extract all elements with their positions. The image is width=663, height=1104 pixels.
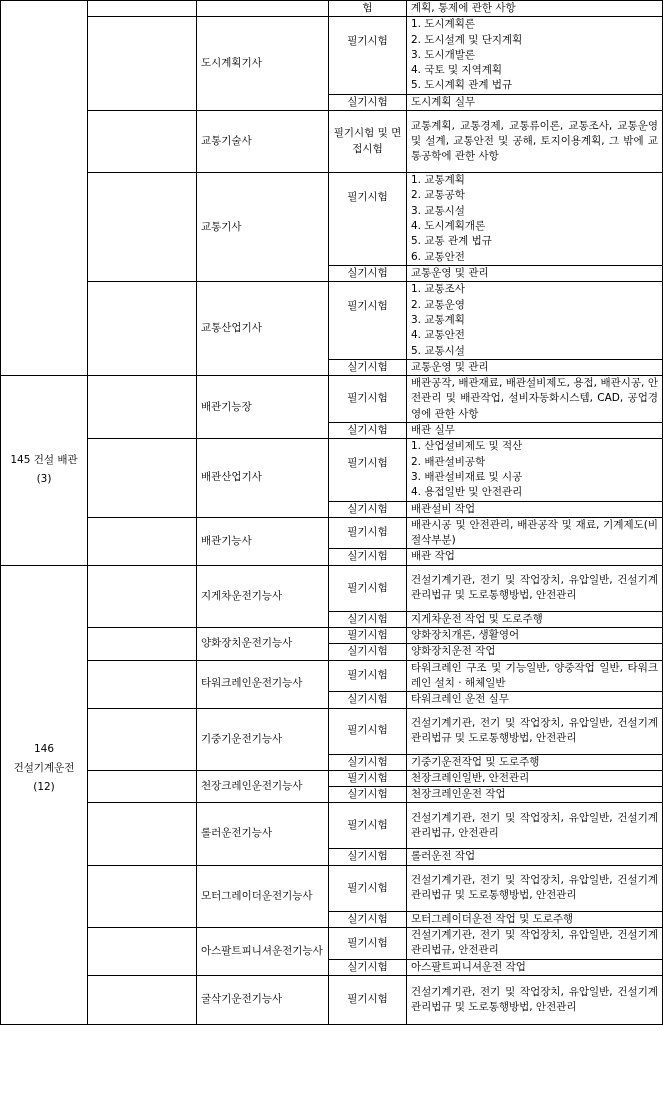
exam-type: 필기시험 (329, 376, 407, 423)
exam-type: 필기시험 (329, 517, 407, 549)
exam-subjects: 롤러운전 작업 (407, 849, 663, 865)
exam-type: 실기시험 (329, 501, 407, 517)
empty-cell (88, 1, 197, 17)
subject-line: 1. 산업설비제도 및 적산 (411, 440, 523, 453)
exam-subjects: 교통계획, 교통경제, 교통류이론, 교통조사, 교통운영 및 설계, 교통안전 및 공해, 토지이용계획, 그 밖에 교통공학에 관한 사항 (407, 111, 663, 173)
exam-subjects: 교통운영 및 관리 (407, 266, 663, 282)
exam-subjects: 배관 작업 (407, 549, 663, 565)
table-row (1, 282, 663, 359)
qualification-name: 기중기운전기능사 (197, 708, 329, 770)
subject-line: 3. 도시개발론 (411, 48, 476, 61)
category-cell: 146 건설기계운전 (12) (1, 565, 88, 1024)
empty-cell (88, 376, 197, 439)
table-row (1, 803, 663, 849)
qualification-name: 아스팔트피니셔운전기능사 (197, 927, 329, 975)
subject-line: 5. 도시계획 관계 법규 (411, 79, 513, 92)
empty-cell (88, 865, 197, 927)
exam-subjects (407, 17, 663, 94)
exam-subjects: 배관공작, 배관재료, 배관설비제도, 용접, 배관시공, 안전관리 및 배관작업, 설비자동화시스템, CAD, 공업경영에 관한 사항 (407, 376, 663, 423)
exam-type: 실기시험 (329, 423, 407, 439)
exam-subjects: 건설기계기관, 전기 및 작업장치, 유압일반, 건설기계관리법규 및 도로통행방법, 안전관리 (407, 975, 663, 1024)
subject-line: 2. 도시설계 및 단지계획 (411, 33, 523, 46)
exam-type: 필기시험 (329, 770, 407, 786)
exam-subjects: 타워크레인 구조 및 기능일반, 양중작업 일반, 타워크레인 설치 · 해체일반 (407, 660, 663, 692)
exam-type: 필기시험 및 면접시험 (329, 111, 407, 173)
empty-cell (88, 660, 197, 708)
qualification-name: 교통기사 (197, 173, 329, 282)
category-cell (1, 1, 88, 376)
exam-type: 실기시험 (329, 549, 407, 565)
exam-type: 필기시험 (329, 865, 407, 911)
exam-subjects: 건설기계기관, 전기 및 작업장치, 유압일반, 건설기계관리법규 및 도로통행방법, 안전관리 (407, 565, 663, 611)
empty-cell (88, 770, 197, 803)
empty-cell (88, 173, 197, 282)
exam-subjects: 모터그레이더운전 작업 및 도로주행 (407, 911, 663, 927)
exam-subjects: 배관설비 작업 (407, 501, 663, 517)
exam-type: 실기시험 (329, 959, 407, 975)
table-row (1, 517, 663, 549)
qualification-name: 타워크레인운전기능사 (197, 660, 329, 708)
empty-cell (88, 111, 197, 173)
table-row (1, 376, 663, 423)
exam-type: 실기시험 (329, 611, 407, 627)
subject-line: 4. 도시계획개론 (411, 220, 486, 233)
exam-type: 실기시험 (329, 754, 407, 770)
table-row (1, 565, 663, 611)
qualification-name: 천장크레인운전기능사 (197, 770, 329, 803)
exam-type: 필기시험 (329, 439, 407, 501)
empty-cell (88, 17, 197, 111)
exam-type: 필기시험 (329, 628, 407, 644)
qualification-name: 양화장치운전기능사 (197, 628, 329, 661)
subject-line: 4. 국토 및 지역계획 (411, 64, 503, 77)
exam-subjects: 도시계획 실무 (407, 94, 663, 110)
exam-type: 필기시험 (329, 660, 407, 692)
exam-type: 실기시험 (329, 94, 407, 110)
exam-subjects: 천장크레인운전 작업 (407, 787, 663, 803)
table-row (1, 17, 663, 94)
exam-subjects: 천장크레인일반, 안전관리 (407, 770, 663, 786)
table-row (1, 708, 663, 754)
exam-subjects: 기중기운전작업 및 도로주행 (407, 754, 663, 770)
exam-subjects: 타워크레인 운전 실무 (407, 692, 663, 708)
subject-line: 1. 교통계획 (411, 174, 465, 187)
table-row (1, 173, 663, 266)
table-row (1, 865, 663, 911)
qualification-name (197, 1, 329, 17)
exam-type: 실기시험 (329, 644, 407, 660)
exam-type: 필기시험 (329, 282, 407, 359)
exam-subjects (407, 439, 663, 501)
table-row (1, 1, 663, 17)
exam-type: 필기시험 (329, 565, 407, 611)
subject-line: 2. 배관설비공학 (411, 455, 486, 468)
qualification-name: 교통산업기사 (197, 282, 329, 376)
subject-line: 1. 교통조사 (411, 283, 465, 296)
exam-type: 필기시험 (329, 927, 407, 959)
empty-cell (88, 282, 197, 376)
exam-subjects: 양화장치개론, 생활영어 (407, 628, 663, 644)
exam-type: 실기시험 (329, 266, 407, 282)
exam-subjects: 건설기계기관, 전기 및 작업장치, 유압일반, 건설기계관리법규 및 도로통행방법, 안전관리 (407, 865, 663, 911)
exam-subjects: 지게차운전 작업 및 도로주행 (407, 611, 663, 627)
qualification-name: 모터그레이더운전기능사 (197, 865, 329, 927)
exam-subjects: 건설기계기관, 전기 및 작업장치, 유압일반, 건설기계관리법규, 안전관리 (407, 927, 663, 959)
empty-cell (88, 708, 197, 770)
empty-cell (88, 803, 197, 865)
category-cell: 145 건설 배관 (3) (1, 376, 88, 566)
subject-line: 2. 교통운영 (411, 298, 465, 311)
qualification-name: 배관기능사 (197, 517, 329, 565)
exam-subjects: 교통운영 및 관리 (407, 359, 663, 375)
exam-subjects: 아스팔트피니셔운전 작업 (407, 959, 663, 975)
subject-line: 5. 교통 관계 법규 (411, 235, 492, 248)
qualification-name: 배관산업기사 (197, 439, 329, 517)
table-row (1, 628, 663, 644)
qualification-name: 교통기술사 (197, 111, 329, 173)
exam-type: 필기시험 (329, 173, 407, 266)
exam-type: 실기시험 (329, 787, 407, 803)
exam-subjects: 배관 실무 (407, 423, 663, 439)
table-row (1, 439, 663, 501)
empty-cell (88, 565, 197, 627)
empty-cell (88, 517, 197, 565)
exam-subjects: 양화장치운전 작업 (407, 644, 663, 660)
subject-line: 1. 도시계획론 (411, 18, 476, 31)
exam-subjects (407, 282, 663, 359)
subject-line: 3. 배관설비재료 및 시공 (411, 470, 523, 483)
exam-type: 실기시험 (329, 359, 407, 375)
exam-type: 실기시험 (329, 911, 407, 927)
subject-line: 4. 교통안전 (411, 329, 465, 342)
exam-type: 필기시험 (329, 708, 407, 754)
subject-line: 6. 교통안전 (411, 250, 465, 263)
table-body (1, 1, 663, 1025)
subject-line: 3. 교통시설 (411, 204, 465, 217)
exam-subjects: 계획, 통제에 관한 사항 (407, 1, 663, 17)
table-row (1, 975, 663, 1024)
exam-subjects: 건설기계기관, 전기 및 작업장치, 유압일반, 건설기계관리법규 및 도로통행방법, 안전관리 (407, 708, 663, 754)
table-row (1, 111, 663, 173)
empty-cell (88, 439, 197, 517)
qualification-name: 도시계획기사 (197, 17, 329, 111)
qualification-name: 롤러운전기능사 (197, 803, 329, 865)
exam-type: 필기시험 (329, 17, 407, 94)
qualification-name: 배관기능장 (197, 376, 329, 439)
table-row (1, 770, 663, 786)
exam-type: 실기시험 (329, 849, 407, 865)
empty-cell (88, 975, 197, 1024)
qualification-name: 굴삭기운전기능사 (197, 975, 329, 1024)
table-row (1, 927, 663, 959)
exam-type: 필기시험 (329, 975, 407, 1024)
table-row (1, 660, 663, 692)
subject-line: 2. 교통공학 (411, 189, 465, 202)
exam-subjects: 건설기계기관, 전기 및 작업장치, 유압일반, 건설기계관리법규, 안전관리 (407, 803, 663, 849)
exam-subjects (407, 173, 663, 266)
subject-line: 5. 교통시설 (411, 344, 465, 357)
subject-line: 3. 교통계획 (411, 313, 465, 326)
subject-line: 4. 용접일반 및 안전관리 (411, 486, 523, 499)
empty-cell (88, 628, 197, 661)
exam-subjects: 배관시공 및 안전관리, 배관공작 및 재료, 기계제도(비절삭부분) (407, 517, 663, 549)
exam-type: 험 (329, 1, 407, 17)
exam-type: 필기시험 (329, 803, 407, 849)
empty-cell (88, 927, 197, 975)
qualification-name: 지게차운전기능사 (197, 565, 329, 627)
exam-type: 실기시험 (329, 692, 407, 708)
